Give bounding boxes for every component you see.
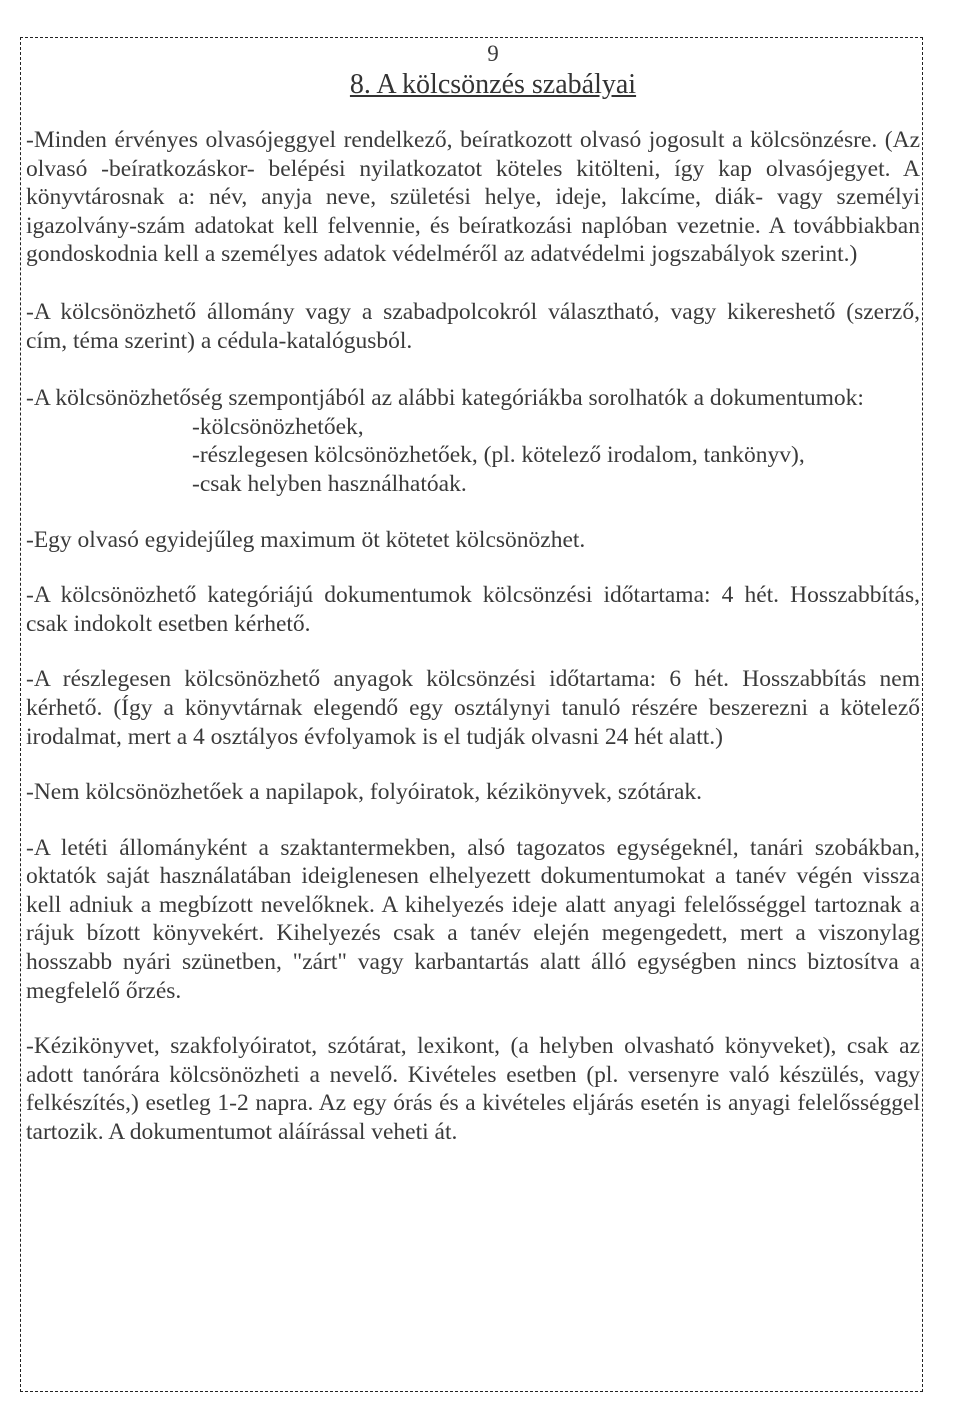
category-list: [26, 413, 920, 499]
paragraph-deposit-stock: -A letéti állományként a szaktantermekben, alsó tagozatos egységeknél, tanári szobákban, oktatók saját használatában ideiglenesen elhelyezett dokumentumokat a tanév végén vissza kell adniuk a megbízott nevelőknek. A kihelyezés ideje alatt anyagi felelősséggel tartoznak a rájuk bízott könyvekért. Kihelyezés csak a tanév elején megengedett, mert a viszonylag hosszabb nyári szünetben, "zárt" vagy karbantartás alatt álló egységben nincs biztosítva a megfelelő őrzés.: [26, 834, 920, 1004]
list-item: -részlegesen kölcsönözhetőek, (pl. kötelező irodalom, tankönyv),: [192, 442, 805, 469]
paragraph-loan-period: -A kölcsönözhető kategóriájú dokumentumok kölcsönzési időtartama: 4 hét. Hosszabbítás, csak indokolt esetben kérhető.: [26, 582, 920, 637]
paragraph-partial-loan: -A részlegesen kölcsönözhető anyagok kölcsönzési időtartama: 6 hét. Hosszabbítás nem kérhető. (Így a könyvtárnak elegendő egy osztálynyi tanuló részére beszerezni a kötelező irodalmat, mert a 4 osztályos évfolyamok is el tudják olvasni 24 hét alatt.): [26, 666, 920, 750]
paragraph-categories: -A kölcsönözhetőség szempontjából az alábbi kategóriákba sorolhatók a dokumentumok:: [26, 385, 864, 412]
list-item: -csak helyben használhatóak.: [192, 470, 467, 497]
paragraph-reference-books: -Kézikönyvet, szakfolyóiratot, szótárat, lexikont, (a helyben olvasható könyveket), csak az adott tanórára kölcsönözheti a nevelő. Kivételes esetben (pl. versenyre való készülés, vagy felkészítés,) esetleg 1-2 napra. Az egy órás és a kivételes eljárás esetén is anyagi felelősséggel tartozik. A dokumentumot aláírással veheti át.: [26, 1033, 920, 1146]
paragraph-max-volumes: -Egy olvasó egyidejűleg maximum öt kötetet kölcsönözhet.: [26, 526, 586, 553]
paragraph-not-borrowable: -Nem kölcsönözhetőek a napilapok, folyóiratok, kézikönyvek, szótárak.: [26, 779, 703, 806]
list-item: -kölcsönözhetőek,: [192, 413, 364, 440]
paragraph-membership: -Minden érvényes olvasójeggyel rendelkező, beíratkozott olvasó jogosult a kölcsönzésre. (Az olvasó -beíratkozáskor- belépési nyilatkozatot köteles kitölteni, így kap olvasójegyet. A könyvtárosnak a: név, anyja neve, születési helye, ideje, lakcíme, diák- vagy személyi igazolvány-szám adatokat kell felvennie, és beíratkozási naplóban vezetnie. A továbbiakban gondoskodnia kell a személyes adatok védelméről az adatvédelmi jogszabályok szerint.): [26, 127, 920, 268]
page-title: 8. A kölcsönzés szabályai: [349, 69, 637, 100]
paragraph-borrowable-stock: -A kölcsönözhető állomány vagy a szabadpolcokról választható, vagy kikereshető (szerző, cím, téma szerint) a cédula-katalógusból.: [26, 298, 920, 354]
page-number: 9: [487, 41, 499, 66]
page-content: [26, 40, 920, 1147]
